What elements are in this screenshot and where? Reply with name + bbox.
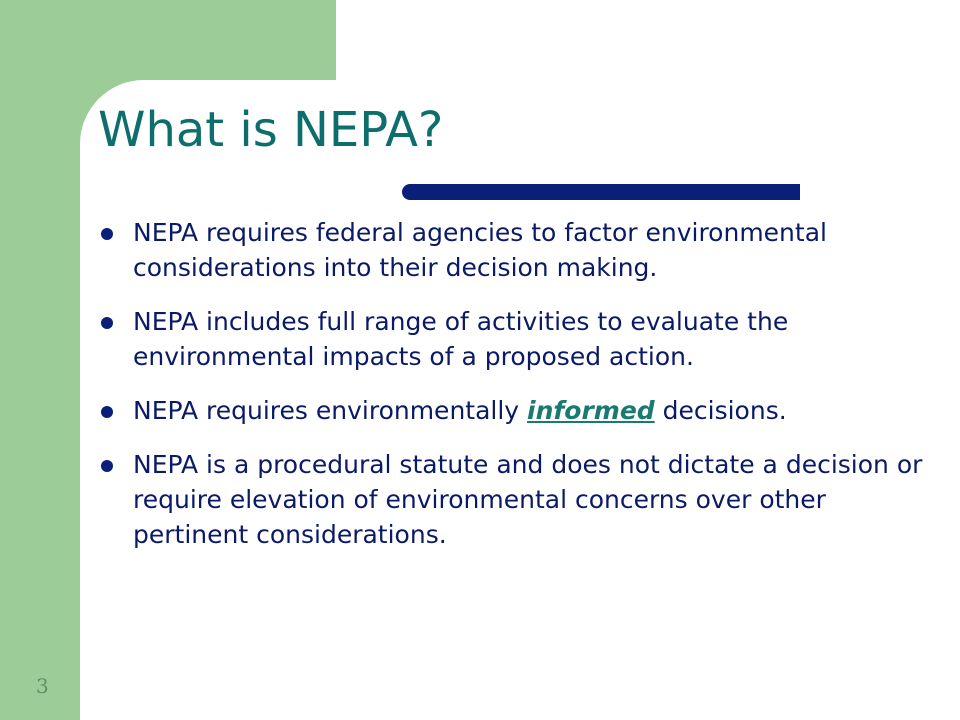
- bullet-dot-icon: [101, 406, 113, 418]
- bullet-text-before: NEPA requires environmentally: [133, 396, 528, 425]
- bullet-item-agencies: [100, 215, 930, 285]
- bullet-list: [100, 215, 930, 571]
- slide-title: What is NEPA?: [98, 102, 444, 158]
- bullet-text: NEPA is a procedural statute and does not dictate a decision or require elevation of environmental concerns over other pertinent considerations.: [133, 450, 923, 549]
- bullet-text: NEPA includes full range of activities to evaluate the environmental impacts of a proposed action.: [133, 307, 789, 371]
- bullet-dot-icon: [101, 317, 113, 329]
- bullet-text: NEPA requires federal agencies to factor environmental considerations into their decision making.: [133, 218, 827, 282]
- slide-number: 3: [36, 674, 49, 698]
- emphasized-word: informed: [527, 396, 655, 425]
- bullet-item-informed-decisions: [100, 393, 930, 428]
- bullet-item-procedural-statute: [100, 447, 930, 552]
- bullet-item-activities: [100, 304, 930, 374]
- title-underline-rule: [418, 184, 800, 200]
- bullet-dot-icon: [101, 460, 113, 472]
- rule-bar: [418, 184, 800, 200]
- bullet-text-after: decisions.: [654, 396, 787, 425]
- bullet-dot-icon: [101, 228, 113, 240]
